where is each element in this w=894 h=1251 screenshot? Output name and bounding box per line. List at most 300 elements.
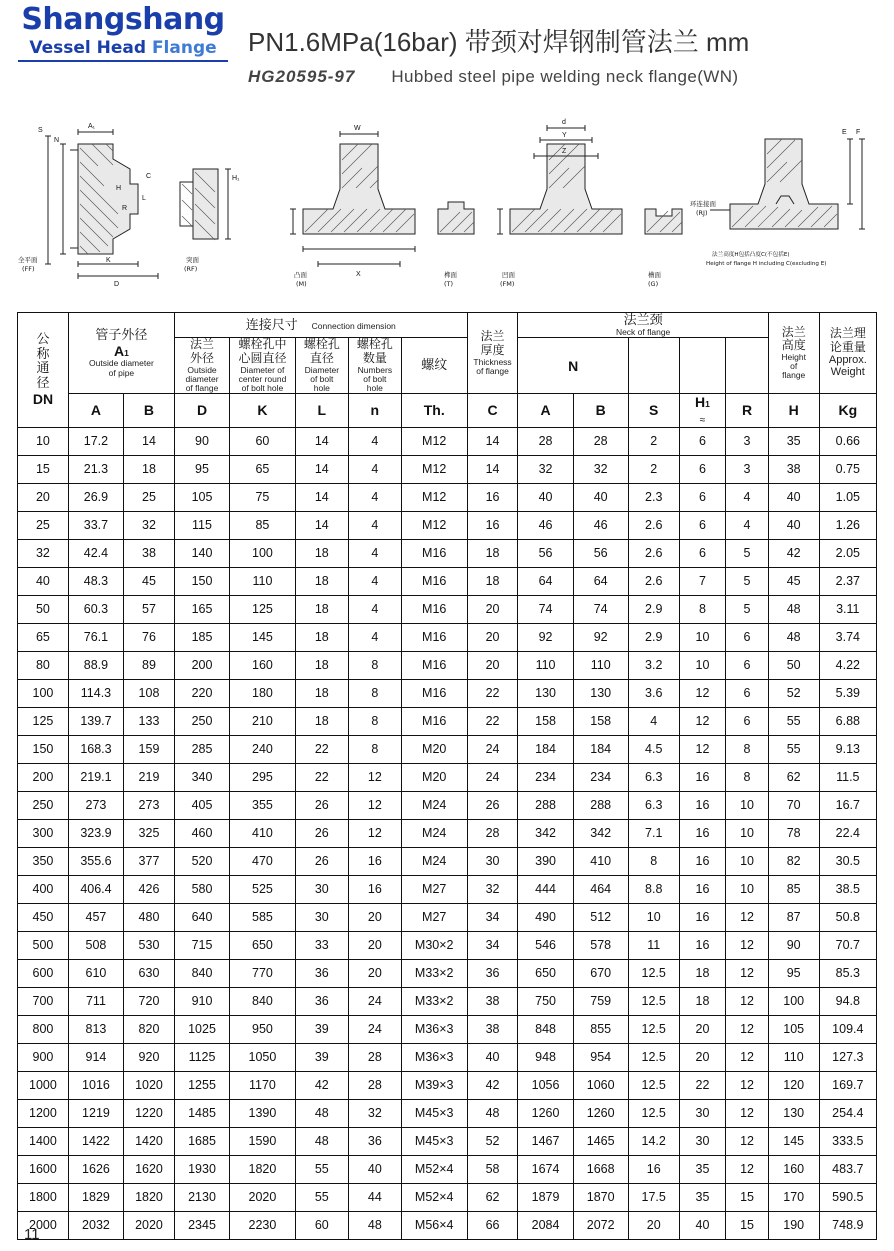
cell-C: 66: [467, 1211, 518, 1239]
cell-H: 48: [768, 623, 819, 651]
header-bolt-hole-dia-en: Diameter of bolt hole: [304, 364, 340, 394]
cell-Kg: 85.3: [819, 959, 876, 987]
cell-L: 14: [295, 427, 348, 455]
cell-N_A: 848: [518, 1015, 573, 1043]
header-neck-h1: [679, 338, 726, 394]
cell-N_A: 750: [518, 987, 573, 1015]
cell-B: 14: [124, 427, 175, 455]
cell-A: 1016: [68, 1071, 123, 1099]
cell-R: 12: [726, 1015, 768, 1043]
cell-B: 159: [124, 735, 175, 763]
cell-n: 4: [348, 595, 401, 623]
cell-n: 4: [348, 455, 401, 483]
cell-L: 55: [295, 1183, 348, 1211]
cell-n: 28: [348, 1071, 401, 1099]
table-row: [18, 1155, 877, 1183]
cell-n: 12: [348, 791, 401, 819]
cell-n: 8: [348, 735, 401, 763]
cell-R: 10: [726, 791, 768, 819]
cell-C: 40: [467, 1043, 518, 1071]
cell-N_B: 130: [573, 679, 628, 707]
cell-K: 240: [230, 735, 296, 763]
cell-H: 145: [768, 1127, 819, 1155]
cell-C: 32: [467, 875, 518, 903]
cell-C: 22: [467, 679, 518, 707]
cell-R: 3: [726, 455, 768, 483]
table-row: [18, 819, 877, 847]
cell-B: 89: [124, 651, 175, 679]
cell-N_A: 490: [518, 903, 573, 931]
cell-A: 26.9: [68, 483, 123, 511]
cell-DN: 350: [18, 847, 69, 875]
svg-text:H₁: H₁: [232, 175, 240, 182]
cell-Kg: 50.8: [819, 903, 876, 931]
svg-text:(FF): (FF): [22, 265, 35, 273]
cell-S: 6.3: [628, 763, 679, 791]
cell-n: 4: [348, 623, 401, 651]
table-row: [18, 847, 877, 875]
cell-DN: 20: [18, 483, 69, 511]
cell-A: 1219: [68, 1099, 123, 1127]
svg-text:E: E: [842, 129, 847, 136]
cell-H1: 16: [679, 847, 726, 875]
cell-D: 1125: [174, 1043, 229, 1071]
cell-C: 34: [467, 903, 518, 931]
table-row: [18, 959, 877, 987]
cell-A: 610: [68, 959, 123, 987]
cell-L: 30: [295, 875, 348, 903]
cell-S: 2.6: [628, 567, 679, 595]
cell-DN: 500: [18, 931, 69, 959]
cell-S: 4: [628, 707, 679, 735]
cell-S: 8: [628, 847, 679, 875]
cell-C: 22: [467, 707, 518, 735]
cell-Th.: M12: [401, 427, 467, 455]
svg-text:A₁: A₁: [88, 123, 96, 130]
cell-n: 4: [348, 539, 401, 567]
cell-L: 36: [295, 987, 348, 1015]
cell-A: 219.1: [68, 763, 123, 791]
cell-A: 42.4: [68, 539, 123, 567]
svg-text:环连接面: 环连接面: [690, 200, 716, 208]
cell-H1: 6: [679, 483, 726, 511]
company-logo: [18, 2, 228, 62]
cell-A: 76.1: [68, 623, 123, 651]
cell-A: 114.3: [68, 679, 123, 707]
cell-B: 76: [124, 623, 175, 651]
table-row: [18, 875, 877, 903]
cell-H: 40: [768, 511, 819, 539]
cell-N_A: 1260: [518, 1099, 573, 1127]
cell-R: 12: [726, 1155, 768, 1183]
svg-text:S: S: [38, 127, 43, 134]
cell-R: 12: [726, 1127, 768, 1155]
table-row: [18, 1043, 877, 1071]
cell-n: 4: [348, 511, 401, 539]
title-subline: [248, 67, 884, 87]
cell-A: 168.3: [68, 735, 123, 763]
cell-L: 39: [295, 1015, 348, 1043]
cell-H: 95: [768, 959, 819, 987]
cell-DN: 32: [18, 539, 69, 567]
header-bolt-circle: [230, 338, 296, 394]
cell-N_B: 46: [573, 511, 628, 539]
symbol-N-B: B: [573, 394, 628, 428]
cell-L: 39: [295, 1043, 348, 1071]
cell-L: 18: [295, 567, 348, 595]
cell-R: 15: [726, 1211, 768, 1239]
cell-B: 2020: [124, 1211, 175, 1239]
cell-N_A: 390: [518, 847, 573, 875]
table-row: [18, 735, 877, 763]
table-row: [18, 651, 877, 679]
header-bolt-circle-en: Diameter of center round of bolt hole: [238, 364, 287, 394]
table-row: [18, 1183, 877, 1211]
cell-N_B: 670: [573, 959, 628, 987]
cell-C: 24: [467, 735, 518, 763]
cell-Th.: M24: [401, 847, 467, 875]
cell-n: 36: [348, 1127, 401, 1155]
cell-R: 8: [726, 735, 768, 763]
header-bolt-hole-dia: [295, 338, 348, 394]
cell-H: 90: [768, 931, 819, 959]
cell-L: 14: [295, 483, 348, 511]
table-row: [18, 1127, 877, 1155]
cell-Kg: 0.75: [819, 455, 876, 483]
cell-B: 1420: [124, 1127, 175, 1155]
cell-n: 20: [348, 959, 401, 987]
cell-S: 12.5: [628, 1099, 679, 1127]
cell-K: 180: [230, 679, 296, 707]
cell-Th.: M12: [401, 455, 467, 483]
cell-N_A: 92: [518, 623, 573, 651]
cell-K: 585: [230, 903, 296, 931]
cell-H: 48: [768, 595, 819, 623]
cell-H: 87: [768, 903, 819, 931]
cell-R: 15: [726, 1183, 768, 1211]
cell-S: 2.9: [628, 623, 679, 651]
svg-text:槽面: 槽面: [648, 271, 661, 279]
cell-D: 2130: [174, 1183, 229, 1211]
cell-A: 17.2: [68, 427, 123, 455]
cell-A: 2032: [68, 1211, 123, 1239]
cell-DN: 65: [18, 623, 69, 651]
header-dn-cn: 公 称 通 径: [36, 330, 50, 390]
cell-Th.: M16: [401, 707, 467, 735]
header-bolt-circle-cn: 螺栓孔中 心圆直径: [238, 337, 287, 365]
cell-L: 18: [295, 651, 348, 679]
symbol-n: n: [348, 394, 401, 428]
header-neck-n: [518, 338, 628, 394]
logo-brand: Shangshang: [21, 2, 225, 37]
cell-n: 28: [348, 1043, 401, 1071]
cell-S: 3.2: [628, 651, 679, 679]
cell-DN: 1600: [18, 1155, 69, 1183]
cell-C: 24: [467, 763, 518, 791]
cell-N_B: 1465: [573, 1127, 628, 1155]
cell-B: 1220: [124, 1099, 175, 1127]
cell-S: 4.5: [628, 735, 679, 763]
cell-H: 130: [768, 1099, 819, 1127]
cell-B: 377: [124, 847, 175, 875]
cell-Kg: 70.7: [819, 931, 876, 959]
cell-B: 273: [124, 791, 175, 819]
cell-N_B: 512: [573, 903, 628, 931]
header-neck-s: [628, 338, 679, 394]
cell-B: 1820: [124, 1183, 175, 1211]
table-row: [18, 763, 877, 791]
cell-H1: 6: [679, 539, 726, 567]
cell-N_A: 130: [518, 679, 573, 707]
table-row: [18, 539, 877, 567]
cell-L: 14: [295, 455, 348, 483]
cell-H: 55: [768, 707, 819, 735]
cell-DN: 2000: [18, 1211, 69, 1239]
cell-D: 715: [174, 931, 229, 959]
cell-K: 75: [230, 483, 296, 511]
cell-A: 508: [68, 931, 123, 959]
symbol-B: B: [124, 394, 175, 428]
cell-S: 12.5: [628, 1071, 679, 1099]
flange-dimension-table: [17, 312, 877, 1240]
cell-K: 160: [230, 651, 296, 679]
cell-Th.: M16: [401, 679, 467, 707]
cell-B: 38: [124, 539, 175, 567]
cell-D: 640: [174, 903, 229, 931]
cell-A: 273: [68, 791, 123, 819]
cell-R: 8: [726, 763, 768, 791]
cell-S: 12.5: [628, 959, 679, 987]
cell-Th.: M33×2: [401, 959, 467, 987]
cell-H1: 18: [679, 987, 726, 1015]
cell-N_B: 410: [573, 847, 628, 875]
cell-n: 24: [348, 1015, 401, 1043]
cell-L: 55: [295, 1155, 348, 1183]
cell-N_B: 40: [573, 483, 628, 511]
cell-K: 2020: [230, 1183, 296, 1211]
cell-Th.: M52×4: [401, 1183, 467, 1211]
cell-DN: 600: [18, 959, 69, 987]
cell-N_B: 759: [573, 987, 628, 1015]
cell-K: 60: [230, 427, 296, 455]
header-neck-n-sym: N: [568, 357, 579, 374]
cell-DN: 700: [18, 987, 69, 1015]
cell-N_A: 1879: [518, 1183, 573, 1211]
title-block: [248, 22, 884, 87]
svg-text:L: L: [142, 195, 146, 202]
cell-B: 480: [124, 903, 175, 931]
svg-text:(RJ): (RJ): [696, 209, 708, 217]
cell-L: 18: [295, 623, 348, 651]
table-row: [18, 455, 877, 483]
cell-R: 6: [726, 651, 768, 679]
cell-H: 42: [768, 539, 819, 567]
cell-L: 26: [295, 847, 348, 875]
cell-K: 840: [230, 987, 296, 1015]
cell-L: 42: [295, 1071, 348, 1099]
cell-C: 58: [467, 1155, 518, 1183]
cell-H: 70: [768, 791, 819, 819]
svg-text:法兰高度H包括凸度C(不包括E): 法兰高度H包括凸度C(不包括E): [712, 252, 790, 258]
cell-H1: 16: [679, 791, 726, 819]
cell-C: 52: [467, 1127, 518, 1155]
cell-B: 920: [124, 1043, 175, 1071]
cell-N_A: 184: [518, 735, 573, 763]
cell-D: 1685: [174, 1127, 229, 1155]
cell-L: 60: [295, 1211, 348, 1239]
cell-R: 3: [726, 427, 768, 455]
cell-Kg: 169.7: [819, 1071, 876, 1099]
cell-C: 30: [467, 847, 518, 875]
cell-H: 82: [768, 847, 819, 875]
cell-N_A: 288: [518, 791, 573, 819]
header-flange-od: [174, 338, 229, 394]
header-thickness-en: Thickness of flange: [473, 356, 512, 376]
header-connection-en: Connection dimension: [311, 320, 396, 331]
cell-S: 12.5: [628, 1043, 679, 1071]
cell-A: 355.6: [68, 847, 123, 875]
cell-A: 60.3: [68, 595, 123, 623]
cell-K: 1050: [230, 1043, 296, 1071]
cell-H: 35: [768, 427, 819, 455]
cell-L: 18: [295, 539, 348, 567]
cell-DN: 1400: [18, 1127, 69, 1155]
cell-Kg: 1.05: [819, 483, 876, 511]
header-thickness: [467, 313, 518, 394]
cell-S: 10: [628, 903, 679, 931]
table-row: [18, 1015, 877, 1043]
cell-H1: 10: [679, 651, 726, 679]
svg-text:R: R: [122, 205, 128, 212]
table-row: [18, 1211, 877, 1239]
cell-H1: 16: [679, 875, 726, 903]
logo-subtitle-part2: Flange: [151, 38, 217, 58]
cell-H: 190: [768, 1211, 819, 1239]
cell-N_A: 2084: [518, 1211, 573, 1239]
header-connection-cn: 连接尺寸: [245, 316, 298, 332]
cell-C: 20: [467, 595, 518, 623]
cell-B: 18: [124, 455, 175, 483]
cell-S: 2.9: [628, 595, 679, 623]
cell-B: 219: [124, 763, 175, 791]
svg-text:Height of flange H including C: Height of flange H including C(excluding E): [706, 261, 827, 267]
cell-R: 6: [726, 707, 768, 735]
header-neck-cn: 法兰颈: [623, 312, 663, 327]
cell-DN: 200: [18, 763, 69, 791]
cell-N_A: 64: [518, 567, 573, 595]
drawing-flange-m-t: [278, 114, 488, 294]
header-height-cn: 法兰 高度: [781, 324, 806, 353]
cell-A: 406.4: [68, 875, 123, 903]
table-row: [18, 1071, 877, 1099]
cell-Th.: M36×3: [401, 1015, 467, 1043]
cell-Kg: 22.4: [819, 819, 876, 847]
cell-N_B: 74: [573, 595, 628, 623]
cell-R: 12: [726, 987, 768, 1015]
svg-text:(RF): (RF): [184, 265, 198, 273]
cell-D: 460: [174, 819, 229, 847]
cell-Kg: 3.11: [819, 595, 876, 623]
svg-text:W: W: [354, 125, 361, 132]
cell-H1: 22: [679, 1071, 726, 1099]
cell-H1: 8: [679, 595, 726, 623]
cell-N_A: 650: [518, 959, 573, 987]
cell-S: 11: [628, 931, 679, 959]
cell-N_B: 464: [573, 875, 628, 903]
cell-C: 42: [467, 1071, 518, 1099]
cell-A: 88.9: [68, 651, 123, 679]
cell-Th.: M24: [401, 819, 467, 847]
cell-B: 820: [124, 1015, 175, 1043]
header-dn-sym: DN: [32, 391, 54, 408]
cell-H1: 7: [679, 567, 726, 595]
cell-Kg: 590.5: [819, 1183, 876, 1211]
cell-D: 95: [174, 455, 229, 483]
cell-DN: 15: [18, 455, 69, 483]
cell-N_A: 1674: [518, 1155, 573, 1183]
cell-Th.: M16: [401, 623, 467, 651]
header-connection: [174, 313, 467, 338]
cell-K: 410: [230, 819, 296, 847]
cell-N_B: 92: [573, 623, 628, 651]
cell-N_B: 1060: [573, 1071, 628, 1099]
header-bolt-hole-num: [348, 338, 401, 394]
symbol-A: A: [68, 394, 123, 428]
cell-N_A: 74: [518, 595, 573, 623]
cell-A: 813: [68, 1015, 123, 1043]
cell-A: 711: [68, 987, 123, 1015]
symbol-S: S: [628, 394, 679, 428]
symbol-D: D: [174, 394, 229, 428]
technical-drawings: [0, 114, 894, 304]
svg-text:Y: Y: [562, 132, 567, 139]
symbol-L: L: [295, 394, 348, 428]
cell-n: 8: [348, 679, 401, 707]
header-pipe-od-code: A1: [113, 343, 129, 360]
cell-B: 1620: [124, 1155, 175, 1183]
cell-H: 105: [768, 1015, 819, 1043]
cell-A: 323.9: [68, 819, 123, 847]
cell-C: 18: [467, 539, 518, 567]
cell-S: 2.3: [628, 483, 679, 511]
symbol-N-A: A: [518, 394, 573, 428]
table-row: [18, 1099, 877, 1127]
cell-H: 120: [768, 1071, 819, 1099]
page-header: [0, 0, 894, 104]
cell-D: 1255: [174, 1071, 229, 1099]
cell-B: 57: [124, 595, 175, 623]
cell-K: 1590: [230, 1127, 296, 1155]
cell-A: 1829: [68, 1183, 123, 1211]
header-row-1: [18, 313, 877, 338]
cell-D: 910: [174, 987, 229, 1015]
standard-code: HG20595-97: [248, 67, 356, 86]
cell-H1: 30: [679, 1099, 726, 1127]
cell-B: 720: [124, 987, 175, 1015]
cell-DN: 1000: [18, 1071, 69, 1099]
cell-n: 8: [348, 707, 401, 735]
cell-H1: 6: [679, 511, 726, 539]
table-row: [18, 679, 877, 707]
cell-B: 108: [124, 679, 175, 707]
cell-Kg: 109.4: [819, 1015, 876, 1043]
cell-Th.: M16: [401, 595, 467, 623]
cell-C: 34: [467, 931, 518, 959]
cell-C: 20: [467, 623, 518, 651]
header-weight: [819, 313, 876, 394]
svg-text:K: K: [106, 257, 111, 264]
cell-Kg: 9.13: [819, 735, 876, 763]
